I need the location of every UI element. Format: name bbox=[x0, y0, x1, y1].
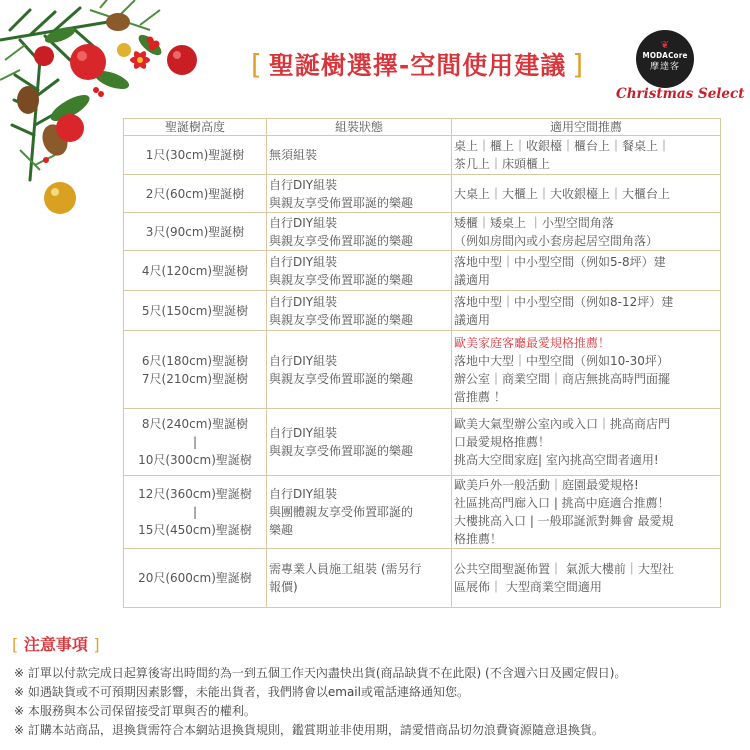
recommendation-line: 挑高大空間家庭| 室內挑高空間者適用! bbox=[454, 453, 659, 467]
recommendation-line: 議適用 bbox=[454, 312, 491, 327]
assembly-line: 自行DIY組裝 bbox=[269, 254, 338, 269]
tree-height-line: 12尺(360cm)聖誕樹 bbox=[138, 487, 252, 501]
notice-title-text: 注意事項 bbox=[23, 635, 88, 654]
title-bracket-left: [ bbox=[250, 47, 263, 81]
tree-height-line: 3尺(90cm)聖誕樹 bbox=[145, 224, 245, 239]
assembly-line: 與親友享受佈置耶誕的樂趣 bbox=[269, 371, 414, 386]
notice-bracket-left: [ bbox=[12, 635, 19, 654]
cell-assembly bbox=[267, 409, 452, 476]
cell-tree-height bbox=[124, 549, 267, 608]
assembly-line: 與親友享受佈置耶誕的樂趣 bbox=[269, 233, 414, 248]
cell-tree-height bbox=[124, 409, 267, 476]
logo-brand-chinese: 摩達客 bbox=[649, 62, 680, 72]
brand-logo bbox=[636, 30, 694, 88]
cell-tree-height bbox=[124, 476, 267, 549]
cell-recommendation bbox=[452, 136, 721, 175]
tree-height-line: 4尺(120cm)聖誕樹 bbox=[141, 263, 249, 278]
table-row bbox=[124, 291, 721, 331]
recommendation-line: 區展佈｜ 大型商業空間適用 bbox=[454, 580, 602, 594]
cell-assembly bbox=[267, 175, 452, 213]
cell-tree-height bbox=[124, 331, 267, 409]
recommendation-line: 矮櫃｜矮桌上 ｜小型空間角落 bbox=[454, 215, 614, 230]
assembly-line: 樂趣 bbox=[269, 523, 294, 537]
title-text: 聖誕樹選擇-空間使用建議 bbox=[268, 51, 567, 80]
cell-assembly bbox=[267, 213, 452, 251]
table-row bbox=[124, 175, 721, 213]
assembly-line: 自行DIY組裝 bbox=[269, 426, 338, 440]
assembly-line: 自行DIY組裝 bbox=[269, 353, 338, 368]
tree-height-line: 5尺(150cm)聖誕樹 bbox=[141, 303, 249, 318]
recommendation-line: 歐美大氣型辦公室內或入口｜挑高商店門 bbox=[454, 417, 671, 431]
cell-assembly bbox=[267, 136, 452, 175]
tree-height-line: 2尺(60cm)聖誕樹 bbox=[145, 186, 245, 201]
cell-assembly bbox=[267, 291, 452, 331]
cell-recommendation bbox=[452, 549, 721, 608]
cell-tree-height bbox=[124, 251, 267, 291]
recommendation-line: 落地中型｜中小型空間（例如8-12坪）建 bbox=[454, 294, 674, 309]
assembly-line: 自行DIY組裝 bbox=[269, 177, 338, 192]
recommendation-line: 落地中型｜中小型空間（例如5-8坪）建 bbox=[454, 254, 666, 269]
recommendation-line: （例如房間內或小套房起居空間角落） bbox=[454, 233, 659, 248]
notice-item: ※ 訂單以付款完成日起算後寄出時間約為一到五個工作天內盡快出貨(商品缺貨不在此限) (不含週六日及國定假日)。 bbox=[14, 666, 627, 680]
notice-list bbox=[14, 664, 748, 740]
recommendation-line: 大桌上｜大櫃上｜大收銀檯上｜大櫃台上 bbox=[454, 186, 671, 201]
assembly-line: 報價) bbox=[269, 580, 298, 594]
assembly-line: 與親友享受佈置耶誕的樂趣 bbox=[269, 312, 414, 327]
recommendation-line: 格推薦！ bbox=[454, 532, 503, 546]
tree-height-line: | bbox=[192, 435, 198, 449]
table-row bbox=[124, 476, 721, 549]
tree-height-line: 20尺(600cm)聖誕樹 bbox=[138, 571, 252, 585]
assembly-line: 自行DIY組裝 bbox=[269, 215, 338, 230]
cell-recommendation bbox=[452, 175, 721, 213]
recommendation-line: 落地中大型｜中型空間（例如10-30坪） bbox=[454, 353, 669, 368]
assembly-line: 與親友享受佈置耶誕的樂趣 bbox=[269, 195, 414, 210]
recommendation-line: 大樓挑高入口 | 一般耶誕派對舞會 最愛規 bbox=[454, 514, 674, 528]
tree-height-line: 8尺(240cm)聖誕樹 bbox=[141, 417, 249, 431]
table-row bbox=[124, 251, 721, 291]
cell-tree-height bbox=[124, 175, 267, 213]
title-bracket-right: ] bbox=[572, 47, 585, 81]
recommendation-line: 社區挑高門廊入口 | 挑高中庭適合推薦！ bbox=[454, 496, 670, 510]
table-row bbox=[124, 409, 721, 476]
tree-height-line: 1尺(30cm)聖誕樹 bbox=[145, 148, 245, 162]
notice-title bbox=[12, 632, 100, 655]
cell-recommendation bbox=[452, 213, 721, 251]
cell-tree-height bbox=[124, 136, 267, 175]
recommendation-line: 口最愛規格推薦！ bbox=[454, 435, 551, 449]
table-row bbox=[124, 213, 721, 251]
recommendation-highlight: 歐美家庭客廳最愛規格推薦！ bbox=[454, 335, 611, 350]
cell-tree-height bbox=[124, 213, 267, 251]
tree-size-table bbox=[123, 118, 721, 608]
recommendation-line: 辦公室｜商業空間｜商店無挑高時門面擺 bbox=[454, 371, 671, 386]
recommendation-line: 當推薦 ！ bbox=[454, 389, 506, 404]
header-recommendation: 適用空間推薦 bbox=[452, 119, 721, 136]
recommendation-line: 公共空間聖誕佈置｜ 氣派大樓前｜大型社 bbox=[454, 562, 674, 576]
header-assembly: 組裝狀態 bbox=[267, 119, 452, 136]
christmas-select-tagline: Christmas Select bbox=[616, 86, 745, 102]
cell-assembly bbox=[267, 476, 452, 549]
assembly-line: 自行DIY組裝 bbox=[269, 294, 338, 309]
table-row bbox=[124, 136, 721, 175]
notice-item: ※ 本服務與本公司保留接受訂單與否的權利。 bbox=[14, 704, 256, 718]
cell-recommendation bbox=[452, 409, 721, 476]
page-title bbox=[245, 42, 590, 86]
cell-recommendation bbox=[452, 331, 721, 409]
table-row bbox=[124, 331, 721, 409]
tree-height-line: 7尺(210cm)聖誕樹 bbox=[141, 371, 249, 386]
cell-recommendation bbox=[452, 291, 721, 331]
cell-assembly bbox=[267, 549, 452, 608]
assembly-line: 與親友享受佈置耶誕的樂趣 bbox=[269, 444, 414, 458]
assembly-line: 與親友享受佈置耶誕的樂趣 bbox=[269, 272, 414, 287]
table-header-row bbox=[124, 119, 721, 136]
tree-height-line: 15尺(450cm)聖誕樹 bbox=[138, 523, 252, 537]
logo-brand-latin: MODACore bbox=[642, 51, 688, 60]
recommendation-line: 議適用 bbox=[454, 272, 491, 287]
cell-recommendation bbox=[452, 476, 721, 549]
recommendation-line: 桌上｜櫃上｜收銀檯｜櫃台上｜餐桌上｜ bbox=[454, 139, 671, 153]
notice-item: ※ 如遇缺貨或不可預期因素影響，未能出貨者，我們將會以email或電話連絡通知您。 bbox=[14, 685, 469, 699]
notice-bracket-right: ] bbox=[93, 635, 100, 654]
assembly-line: 與團體親友享受佈置耶誕的 bbox=[269, 505, 414, 519]
cell-recommendation bbox=[452, 251, 721, 291]
notice-item: ※ 訂購本站商品，退換貨需符合本網站退換貨規則，鑑賞期並非使用期，請愛惜商品切勿浪費資源隨意退換貨。 bbox=[14, 723, 604, 737]
assembly-line: 自行DIY組裝 bbox=[269, 487, 338, 501]
holly-leaf-icon: ❦ bbox=[660, 40, 670, 51]
assembly-line: 需專業人員施工組裝 (需另行 bbox=[269, 562, 422, 576]
recommendation-line: 茶几上｜床頭櫃上 bbox=[454, 157, 551, 171]
cell-tree-height bbox=[124, 291, 267, 331]
cell-assembly bbox=[267, 331, 452, 409]
header-height: 聖誕樹高度 bbox=[124, 119, 267, 136]
table-row bbox=[124, 549, 721, 608]
cell-assembly bbox=[267, 251, 452, 291]
recommendation-line: 歐美戶外一般活動｜庭園最愛規格! bbox=[454, 478, 639, 492]
tree-height-line: 6尺(180cm)聖誕樹 bbox=[141, 353, 249, 368]
tree-height-line: 10尺(300cm)聖誕樹 bbox=[138, 453, 252, 467]
tree-height-line: | bbox=[192, 505, 198, 519]
assembly-line: 無須組裝 bbox=[269, 148, 318, 162]
